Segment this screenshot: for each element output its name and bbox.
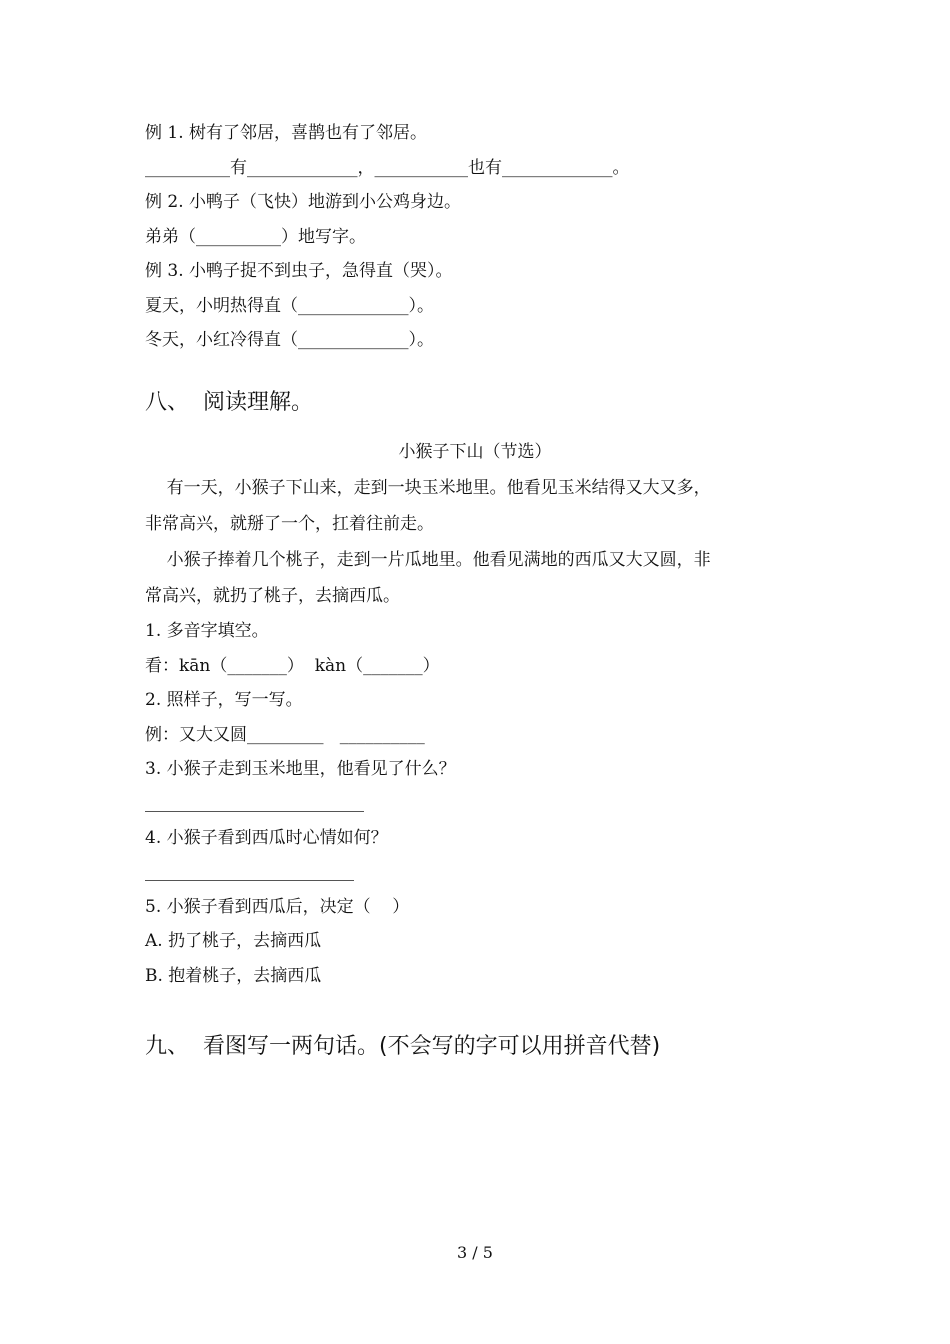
passage-paragraph-1a: 有一天，小猴子下山来，走到一块玉米地里。他看见玉米结得又大又多， (145, 478, 711, 498)
question-4-answer-line (145, 880, 354, 881)
question-1-blanks: 看：kān（_______） kàn（_______） (145, 656, 440, 676)
question-1: 1. 多音字填空。 (145, 621, 269, 641)
section-8-heading: 八、 阅读理解。 (145, 390, 313, 415)
passage-paragraph-2a: 小猴子捧着几个桃子，走到一片瓜地里。他看见满地的西瓜又大又圆，非 (145, 550, 711, 570)
page-number: 3 / 5 (457, 1243, 493, 1262)
question-5: 5. 小猴子看到西瓜后，决定（ ） (145, 897, 410, 917)
example-1-sentence: 例 1. 树有了邻居，喜鹊也有了邻居。 (145, 123, 428, 143)
passage-paragraph-1b: 非常高兴，就掰了一个，扛着往前走。 (145, 514, 434, 534)
question-4: 4. 小猴子看到西瓜时心情如何？ (145, 828, 388, 848)
question-2-example: 例：又大又圆_________ __________ (145, 725, 425, 745)
passage-paragraph-2b: 常高兴，就扔了桃子，去摘西瓜。 (145, 586, 400, 606)
example-1-blank-line: __________有_____________，___________也有_____________。 (145, 158, 630, 178)
section-9-heading: 九、 看图写一两句话。(不会写的字可以用拼音代替) (145, 1034, 661, 1059)
option-b: B. 抱着桃子，去摘西瓜 (145, 966, 322, 986)
question-2: 2. 照样子，写一写。 (145, 690, 303, 710)
example-3-sentence: 例 3. 小鸭子捉不到虫子，急得直（哭）。 (145, 261, 453, 281)
example-2-sentence: 例 2. 小鸭子（飞快）地游到小公鸡身边。 (145, 192, 462, 212)
example-2-blank-line: 弟弟（__________）地写字。 (145, 227, 366, 247)
example-3-blank-winter: 冬天，小红冷得直（_____________）。 (145, 330, 434, 350)
question-3: 3. 小猴子走到玉米地里，他看见了什么？ (145, 759, 456, 779)
question-3-answer-line (145, 811, 364, 812)
example-3-blank-summer: 夏天，小明热得直（_____________）。 (145, 296, 434, 316)
passage-title: 小猴子下山（节选） (398, 442, 552, 462)
option-a: A. 扔了桃子，去摘西瓜 (145, 931, 322, 951)
